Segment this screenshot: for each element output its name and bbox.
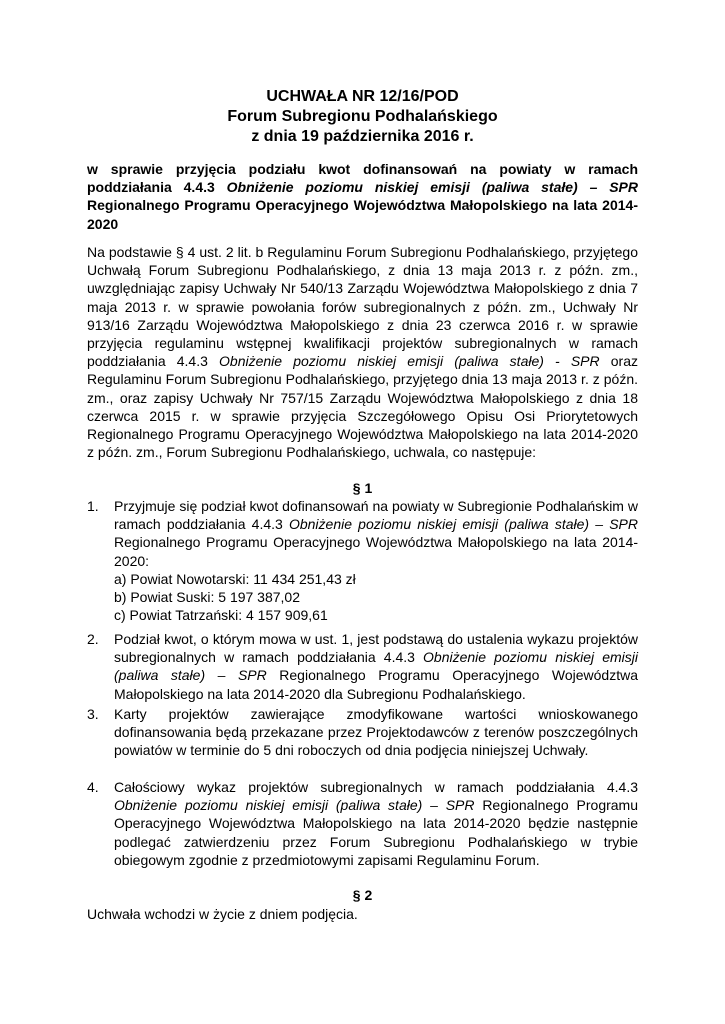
resolution-date: z dnia 19 października 2016 r.: [251, 128, 474, 145]
preamble-italic-text: Obniżenie poziomu niskiej emisji (paliwa stałe) - SPR: [219, 353, 600, 370]
item-italic-text: Obniżenie poziomu niskiej emisji (paliwa stałe) – SPR: [114, 797, 475, 814]
section-2-text: Uchwała wchodzi w życie z dniem podjęcia.: [87, 906, 358, 922]
section-1-item-1: [87, 497, 638, 624]
item-number: 1.: [87, 498, 99, 514]
county-amounts-list: [114, 570, 638, 625]
item-text: Podział kwot, o którym mowa w ust. 1, jest podstawą do ustalenia wykazu projektów subregionalnych w ramach poddziałania 4.4.3 Obniżenie poziomu niskiej emisji (paliwa stałe) – SPR Regionalnego Programu Operacyjnego Województwa Małopolskiego na lata 2014-2020 dla Subregionu Podhalańskiego.: [114, 631, 639, 702]
section-1-item-3: [87, 705, 638, 760]
item-text: Całościowy wykaz projektów subregionalnych w ramach poddziałania 4.4.3 Obniżenie poziomu niskiej emisji (paliwa stałe) – SPR Regionalnego Programu Operacyjnego Województwa Małopolskiego na lata 2014-2020 będzie następnie podlegać zatwierdzeniu przez Forum Subregionu Podhalańskiego w trybie obiegowym zgodnie z przedmiotowymi zapisami Regulaminu Forum.: [114, 779, 639, 868]
subject-text-cont: Regionalnego Programu Operacyjnego Województwa Małopolskiego na lata 2014-2020: [87, 197, 638, 232]
section-1-heading: § 1: [352, 480, 373, 496]
preamble-text: Na podstawie § 4 ust. 2 lit. b Regulaminu Forum Subregionu Podhalańskiego, przyjętego Uchwałą Forum Subregionu Podhalańskiego, z dnia 13 maja 2013 r. z późn. zm., uwzględniając zapisy Uchwały Nr 540/13 Zarządu Województwa Małopolskiego z dnia 7 maja 2013 r. w sprawie powołania forów subregionalnych z późn. zm., Uchwały Nr 913/16 Zarządu Województwa Małopolskiego z dnia 23 czerwca 2016 r. w sprawie przyjęcia regulaminu wstępnej kwalifikacji projektów subregionalnych w ramach poddziałania 4.4.3: [87, 244, 638, 370]
subject-italic-text: Obniżenie poziomu niskiej emisji (paliwa stałe) – SPR: [226, 179, 638, 196]
resolution-number: UCHWAŁA NR 12/16/POD: [266, 88, 459, 105]
issuing-body: Forum Subregionu Podhalańskiego: [227, 108, 498, 125]
section-1-item-2: [87, 630, 638, 703]
item-number: 4.: [87, 779, 99, 795]
resolution-subject: [87, 160, 638, 233]
section-1-item-4: [87, 778, 638, 869]
item-text: Karty projektów zawierające zmodyfikowane wartości wnioskowanego dofinansowania będą przekazane przez Projektodawców z terenów poszczególnych powiatów w terminie do 5 dni roboczych od dnia podjęcia niniejszej Uchwały.: [114, 706, 638, 759]
subject-text: w sprawie przyjęcia podziału kwot dofinansowań na powiaty w ramach poddziałania 4.4.3: [87, 161, 638, 196]
item-italic-text: Obniżenie poziomu niskiej emisji (paliwa stałe) – SPR: [288, 516, 638, 533]
item-italic-text: Obniżenie poziomu niskiej emisji (paliwa stałe) – SPR: [114, 649, 638, 684]
item-number: 2.: [87, 631, 99, 647]
section-2-heading: § 2: [352, 887, 373, 903]
amount-tatrzanski: c) Powiat Tatrzański: 4 157 909,61: [114, 607, 328, 624]
document-title: [0, 87, 725, 147]
item-number: 3.: [87, 706, 99, 722]
preamble-text-cont: oraz Regulaminu Forum Subregionu Podhalańskiego, przyjętego dnia 13 maja 2013 r. z późn. zm., oraz zapisy Uchwały Nr 757/15 Zarządu Województwa Małopolskiego z dnia 18 czerwca 2015 r. w sprawie przyjęcia Szczegółowego Opisu Osi Priorytetowych Regionalnego Programu Operacyjnego Województwa Małopolskiego na lata 2014-2020 z późn. zm., Forum Subregionu Podhalańskiego, uchwala, co następuje:: [87, 353, 639, 461]
amount-suski: b) Powiat Suski: 5 197 387,02: [114, 589, 301, 606]
item-text: Przyjmuje się podział kwot dofinansowań na powiaty w Subregionie Podhalańskim w ramach poddziałania 4.4.3 Obniżenie poziomu niskiej emisji (paliwa stałe) – SPR Regionalnego Programu Operacyjnego Województwa Małopolskiego na lata 2014-2020:: [114, 498, 638, 569]
preamble-paragraph: [87, 243, 638, 461]
amount-nowotarski: a) Powiat Nowotarski: 11 434 251,43 zł: [114, 570, 356, 587]
